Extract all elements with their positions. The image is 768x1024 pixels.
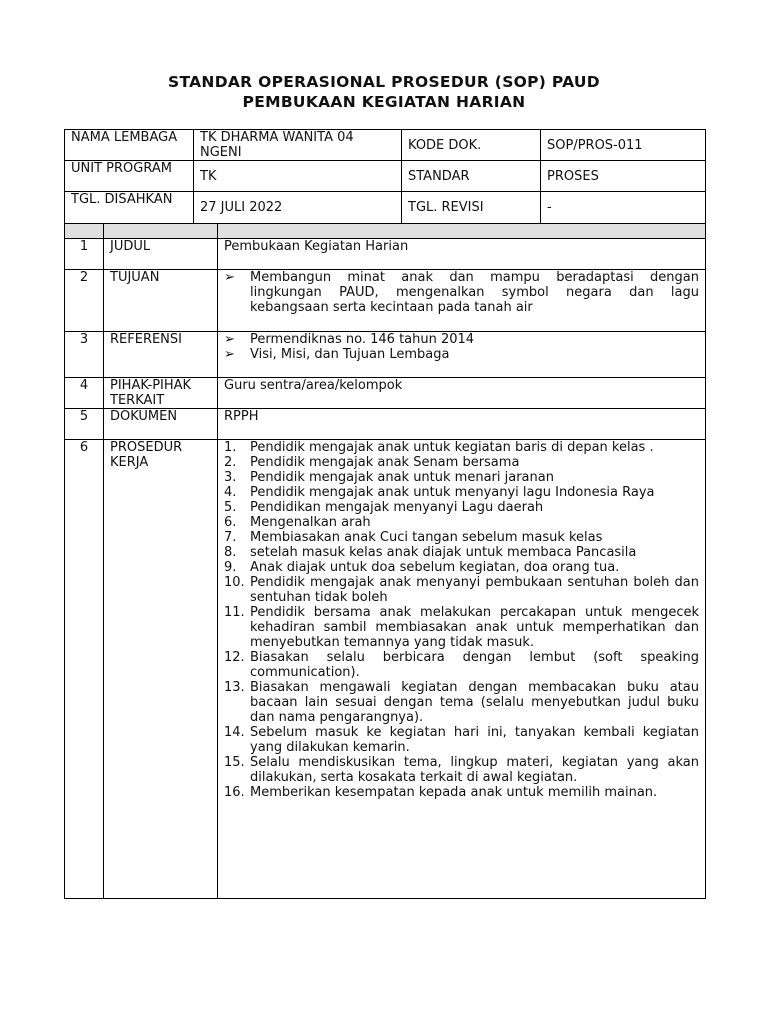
item-number: 10. <box>224 575 245 590</box>
tujuan-list <box>224 270 699 315</box>
standar-label: STANDAR <box>402 161 541 192</box>
item-number: 4. <box>224 485 237 500</box>
list-item: 10. Pendidik mengajak anak menyanyi pembukaan sentuhan boleh dan sentuhan tidak boleh <box>224 575 699 605</box>
nama-lembaga-label: NAMA LEMBAGA <box>65 130 194 161</box>
item-number: 15. <box>224 755 245 770</box>
list-item: 1. Pendidik mengajak anak untuk kegiatan baris di depan kelas . <box>224 440 654 455</box>
list-item: 3. Pendidik mengajak anak untuk menari jaranan <box>224 470 554 485</box>
item-number: 2. <box>224 455 237 470</box>
row-label: PROSEDUR KERJA <box>104 440 218 899</box>
row-dokumen <box>65 409 706 440</box>
list-item: ➢ Permendiknas no. 146 tahun 2014 <box>224 332 475 347</box>
tgl-disahkan-value: 27 JULI 2022 <box>194 192 402 224</box>
arrow-bullet-icon: ➢ <box>224 270 235 285</box>
list-item: 15. Selalu mendiskusikan tema, lingkup materi, kegiatan yang akan dilakukan, serta kosakata terkait di awal kegiatan. <box>224 755 699 785</box>
list-item: 16. Memberikan kesempatan kepada anak untuk memilih mainan. <box>224 785 658 800</box>
pihak-value: Guru sentra/area/kelompok <box>218 378 706 409</box>
item-number: 7. <box>224 530 237 545</box>
referensi-list <box>224 332 699 362</box>
list-item: 11. Pendidik bersama anak melakukan percakapan untuk mengecek kehadiran sambil membiasakan anak untuk memperhatikan dan menyebutkan temannya yang tidak masuk. <box>224 605 699 650</box>
item-number: 3. <box>224 470 237 485</box>
row-number: 4 <box>65 378 104 409</box>
kode-dok-label: KODE DOK. <box>402 130 541 161</box>
list-item: 6. Mengenalkan arah <box>224 515 371 530</box>
row-prosedur <box>65 440 706 899</box>
row-label: DOKUMEN <box>104 409 218 440</box>
unit-program-value: TK <box>194 161 402 192</box>
list-item: 8. setelah masuk kelas anak diajak untuk membaca Pancasila <box>224 545 637 560</box>
row-number: 1 <box>65 239 104 270</box>
list-item: 14. Sebelum masuk ke kegiatan hari ini, tanyakan kembali kegiatan yang dilakukan kemarin. <box>224 725 699 755</box>
list-item: ➢ Visi, Misi, dan Tujuan Lembaga <box>224 347 450 362</box>
row-judul <box>65 239 706 270</box>
list-item: 12. Biasakan selalu berbicara dengan lembut (soft speaking communication). <box>224 650 699 680</box>
item-number: 1. <box>224 440 237 455</box>
list-item: 5. Pendidikan mengajak menyanyi Lagu daerah <box>224 500 544 515</box>
tgl-disahkan-label: TGL. DISAHKAN <box>65 192 194 224</box>
arrow-bullet-icon: ➢ <box>224 332 235 347</box>
item-number: 8. <box>224 545 237 560</box>
tgl-revisi-label: TGL. REVISI <box>402 192 541 224</box>
judul-value: Pembukaan Kegiatan Harian <box>218 239 706 270</box>
row-label: JUDUL <box>104 239 218 270</box>
gray-separator-row <box>65 224 706 239</box>
item-number: 12. <box>224 650 245 665</box>
header-table <box>64 129 706 224</box>
list-item: 4. Pendidik mengajak anak untuk menyanyi lagu Indonesia Raya <box>224 485 655 500</box>
arrow-bullet-icon: ➢ <box>224 347 235 362</box>
row-tujuan <box>65 270 706 332</box>
item-number: 14. <box>224 725 245 740</box>
row-label: REFERENSI <box>104 332 218 378</box>
row-referensi <box>65 332 706 378</box>
item-number: 11. <box>224 605 245 620</box>
list-item: 2. Pendidik mengajak anak Senam bersama <box>224 455 520 470</box>
dokumen-value: RPPH <box>218 409 706 440</box>
unit-program-label: UNIT PROGRAM <box>65 161 194 192</box>
list-item: 7. Membiasakan anak Cuci tangan sebelum masuk kelas <box>224 530 603 545</box>
document-title <box>0 72 768 112</box>
row-label: PIHAK-PIHAK TERKAIT <box>104 378 218 409</box>
row-label: TUJUAN <box>104 270 218 332</box>
tgl-revisi-value: - <box>541 192 706 224</box>
item-number: 6. <box>224 515 237 530</box>
row-number: 3 <box>65 332 104 378</box>
row-number: 2 <box>65 270 104 332</box>
item-number: 9. <box>224 560 237 575</box>
row-pihak <box>65 378 706 409</box>
standar-value: PROSES <box>541 161 706 192</box>
list-item: 9. Anak diajak untuk doa sebelum kegiatan, doa orang tua. <box>224 560 620 575</box>
title-line-1: STANDAR OPERASIONAL PROSEDUR (SOP) PAUD <box>168 73 600 91</box>
sop-table <box>64 223 706 899</box>
item-number: 13. <box>224 680 245 695</box>
kode-dok-value: SOP/PROS-011 <box>541 130 706 161</box>
title-line-2: PEMBUKAAN KEGIATAN HARIAN <box>242 93 526 111</box>
list-item: ➢ Membangun minat anak dan mampu beradaptasi dengan lingkungan PAUD, mengenalkan symbol negara dan lagu kebangsaan serta kecintaan pada tanah air <box>224 270 699 315</box>
nama-lembaga-value: TK DHARMA WANITA 04 NGENI <box>194 130 402 161</box>
item-number: 5. <box>224 500 237 515</box>
list-item: 13. Biasakan mengawali kegiatan dengan membacakan buku atau bacaan lain sesuai dengan tema (selalu menyebutkan judul buku dan nama pengarangnya). <box>224 680 699 725</box>
item-number: 16. <box>224 785 245 800</box>
row-number: 5 <box>65 409 104 440</box>
row-number: 6 <box>65 440 104 899</box>
prosedur-list <box>224 440 699 800</box>
